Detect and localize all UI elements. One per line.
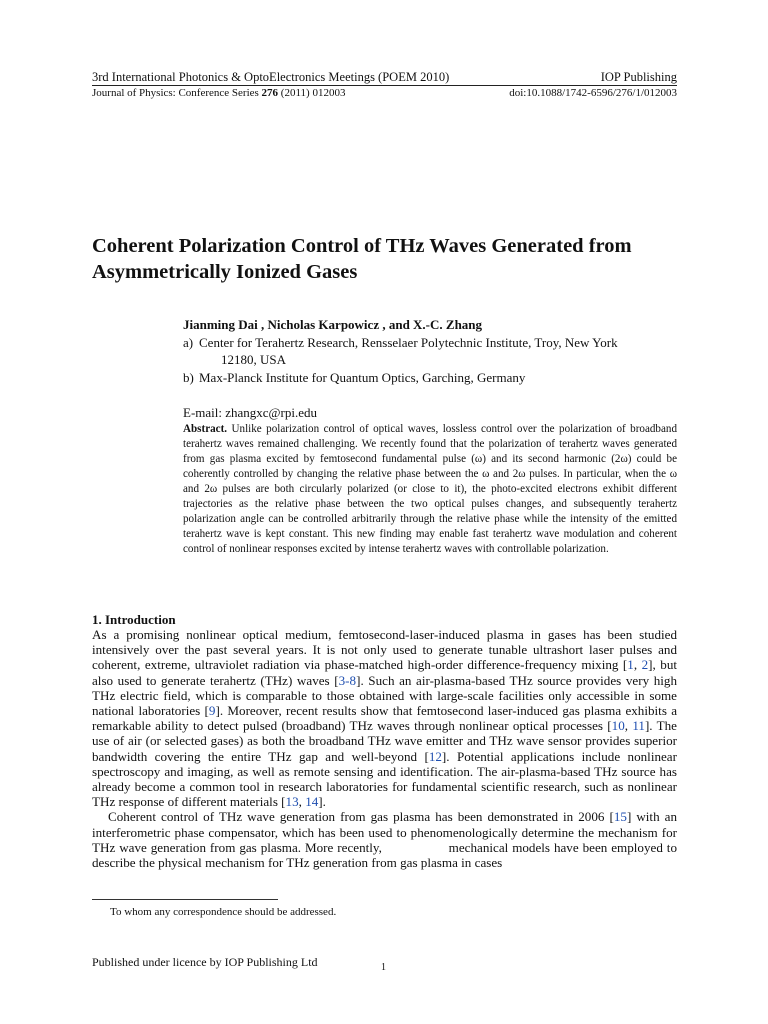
abstract bbox=[183, 422, 677, 557]
citation-link[interactable]: 3-8 bbox=[338, 672, 357, 688]
running-header-top bbox=[92, 70, 677, 85]
publisher-name: IOP Publishing bbox=[600, 70, 677, 84]
abstract-text: Unlike polarization control of optical waves, lossless control over the polarization of broadband terahertz waves remained challenging. We recently found that the polarization of terahertz waves generated from gas plasma excited by femtosecond fundamental pulse (ω) and its second harmonic (2ω) could be coherently controlled by changing the relative phase between the ω and 2ω pulses. In particular, when the ω and 2ω pulses are both circularly polarized (or close to it), the photo-excited electrons exhibit different trajectories as the relative phase between the two optical pulses changes, and subsequently terahertz polarization angle can be controlled arbitrarily through the relative phase while the intensity of the emitted terahertz wave is kept constant. This new finding may enable fast terahertz wave modulation and coherent control of nonlinear responses excited by intense terahertz waves with controllable polarization. bbox=[183, 423, 677, 556]
citation-link[interactable]: 13 bbox=[285, 794, 299, 810]
author-names: Jianming Dai , Nicholas Karpowicz , and X.-C. Zhang bbox=[183, 317, 483, 332]
running-header-bottom bbox=[92, 87, 677, 99]
section-heading-introduction: 1. Introduction bbox=[92, 612, 176, 627]
volume-number: 276 bbox=[261, 87, 279, 99]
header-rule bbox=[92, 85, 677, 86]
author-block bbox=[183, 316, 683, 422]
conference-name: 3rd International Photonics & OptoElectronics Meetings (POEM 2010) bbox=[92, 70, 450, 84]
paragraph: Coherent control of THz wave generation from gas plasma has been demonstrated in 2006 [15] with an interferometric phase compensator, which has been used to phenomenologically determine the mechanism for THz wave generation from gas plasma. More recently, mechanical models have been employed to describe the physical mechanism for THz generation from gas plasma in cases bbox=[92, 809, 681, 871]
citation-link[interactable]: 11 bbox=[632, 718, 645, 734]
footnote-rule bbox=[92, 899, 278, 900]
affiliation-text: Center for Terahertz Research, Rensselaer Polytechnic Institute, Troy, New York 12180, USA bbox=[199, 334, 618, 367]
paper-title bbox=[92, 233, 692, 285]
affiliation-a: a) Center for Terahertz Research, Rensselaer Polytechnic Institute, Troy, New York 12180, USA bbox=[183, 334, 618, 367]
citation-link[interactable]: 14 bbox=[305, 794, 319, 810]
citation-link[interactable]: 10 bbox=[611, 718, 625, 734]
footnote: To whom any correspondence should be addressed. bbox=[110, 906, 337, 918]
citation-link[interactable]: 9 bbox=[208, 703, 216, 719]
citation-link[interactable]: 2 bbox=[641, 657, 649, 673]
abstract-label: Abstract. bbox=[183, 423, 228, 435]
introduction-body bbox=[92, 627, 681, 871]
title-line: Asymmetrically Ionized Gases bbox=[92, 261, 358, 283]
citation-link[interactable]: 12 bbox=[428, 748, 442, 764]
title-line: Coherent Polarization Control of THz Waves Generated from bbox=[92, 235, 632, 257]
paragraph: As a promising nonlinear optical medium, femtosecond-laser-induced plasma in gases has been studied intensively over the past several years. It is not only used to generate tunable ultrashort laser pulses and coherent, extreme, ultraviolet radiation via phase-matched high-order difference-frequency mixing [1, 2], but also used to generate terahertz (THz) waves [3-8]. Such an air-plasma-based THz source provides very high THz electric field, which is comparable to those obtained with large-scale facilities only accessible in some national laboratories [9]. Moreover, recent results show that femtosecond laser-induced gas plasma exhibits a remarkable ability to detect pulsed (broadband) THz waves through nonlinear optical processes [10, 11]. The use of air (or selected gases) as both the broadband THz wave emitter and THz wave sensor provides superior bandwidth covering the entire THz gap and well-beyond [12]. Potential applications include nonlinear spectroscopy and imaging, as well as remote sensing and identification. The air-plasma-based THz source has already become a common tool in research laboratories for fundamental scientific research, such as nonlinear THz response of different materials [13, 14]. bbox=[92, 627, 678, 810]
doi-link[interactable]: doi:10.1088/1742-6596/276/1/012003 bbox=[509, 87, 677, 99]
corresponding-email[interactable]: E-mail: zhangxc@rpi.edu bbox=[183, 405, 317, 420]
licence-statement: Published under licence by IOP Publishing Ltd bbox=[92, 955, 318, 969]
citation-link[interactable]: 1 bbox=[627, 657, 634, 673]
affiliation-b: b) Max-Planck Institute for Quantum Optics, Garching, Germany bbox=[183, 369, 526, 385]
page-number: 1 bbox=[381, 962, 386, 973]
affiliation-text: Max-Planck Institute for Quantum Optics, Garching, Germany bbox=[199, 369, 526, 385]
journal-citation: Journal of Physics: Conference Series 276 (2011) 012003 bbox=[92, 87, 346, 99]
citation-link[interactable]: 15 bbox=[613, 809, 627, 825]
